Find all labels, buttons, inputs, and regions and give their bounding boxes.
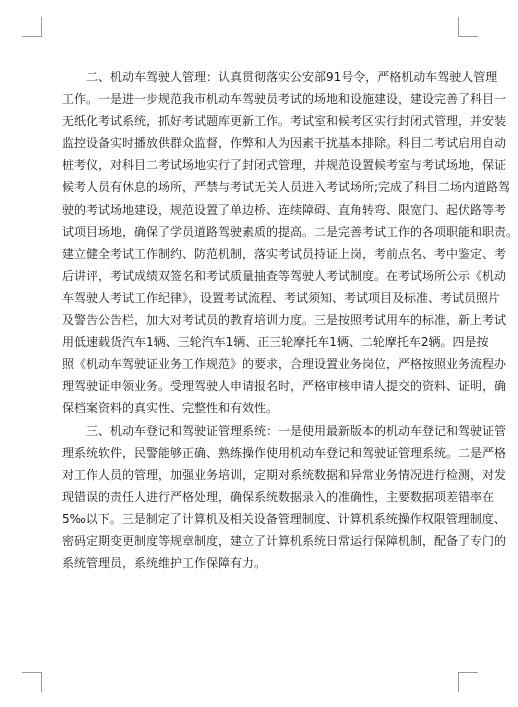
text-line: 候考人员有休息的场所，严禁与考试无关人员进入考试场所;完成了科目二场内道路驾 [62,180,511,195]
crop-mark-bottom-right-v [458,672,459,692]
crop-mark-top-right-h [458,36,478,37]
crop-mark-top-left-v [41,17,42,37]
crop-mark-bottom-left-v [41,672,42,692]
text-line: 车驾驶人考试工作纪律》，设置考试流程、考试须知、考试项目及标准、考试员照片 [62,290,501,305]
text-line: 工作。一是进一步规范我市机动车驾驶员考试的场地和设施建设，建设完善了科目一 [62,92,507,107]
text-line: 现错误的责任人进行严格处理，确保系统数据录入的准确性，主要数据项差错率在 [62,489,495,504]
text-line: 保档案资料的真实性、完整性和有效性。 [62,401,279,416]
text-line: 桩考仪，对科目二考试场地实行了封闭式管理，并规范设置候考室与考试场地，保证 [62,158,507,173]
text-line: 理驾驶证申领业务。受理驾驶人申请报名时，严格审核申请人提交的资料、证明，确 [62,379,507,394]
document-body [62,66,518,574]
text-line: 二、机动车驾驶人管理：认真贯彻落实公安部91号令，严格机动车驾驶人管理 [62,70,498,84]
text-line: 密码定期变更制度等规章制度，建立了计算机系统日常运行保障机制，配备了专门的 [62,533,507,548]
text-line: 建立健全考试工作制约、防范机制，落实考试员持证上岗，考前点名、考中鉴定、考 [62,246,507,261]
text-line: 及警告公告栏，加大对考试员的教育培训力度。三是按照考试用车的标准，新上考试 [62,313,507,328]
crop-mark-top-right-v [458,17,459,37]
text-line: 5‰以下。三是制定了计算机及相关设备管理制度、计算机系统操作权限管理制度、 [62,511,506,526]
text-line: 驶的考试场地建设，规范设置了单边桥、连续障碍、直角转弯、限宽门、起伏路等考 [62,202,507,217]
text-line: 三、机动车登记和驾驶证管理系统：一是使用最新版本的机动车登记和驾驶证管 [62,423,507,438]
text-line: 理系统软件，民警能够正确、熟练操作使用机动车登记和驾驶证管理系统。二是严格 [62,445,507,460]
text-line: 照《机动车驾驶证业务工作规范》的要求，合理设置业务岗位，严格按照业务流程办 [62,357,507,372]
crop-mark-top-left-h [22,36,42,37]
paragraph-registration-system [62,420,507,575]
text-line: 系统管理员，系统维护工作保障有力。 [62,556,267,571]
text-line: 试项目场地，确保了学员道路驾驶素质的提高。二是完善考试工作的各项职能和职责。 [62,224,518,239]
text-line: 对工作人员的管理，加强业务培训，定期对系统数据和异常业务情况进行检测，对发 [62,467,507,482]
text-line: 监控设备实时播放供群众监督，作弊和人为因素干扰基本排除。科目二考试启用自动 [62,136,507,151]
text-line: 用低速载货汽车1辆、三轮汽车1辆、正三轮摩托车1辆、二轮摩托车2辆。四是按 [62,335,489,350]
text-line: 无纸化考试系统，抓好考试题库更新工作。考试室和候考区实行封闭式管理，并安装 [62,114,507,129]
paragraph-driver-management [62,66,518,420]
text-line: 后讲评，考试成绩双签名和考试质量抽查等驾驶人考试制度。在考试场所公示《机动 [62,268,507,283]
crop-mark-bottom-right-h [458,672,478,673]
crop-mark-bottom-left-h [22,672,42,673]
